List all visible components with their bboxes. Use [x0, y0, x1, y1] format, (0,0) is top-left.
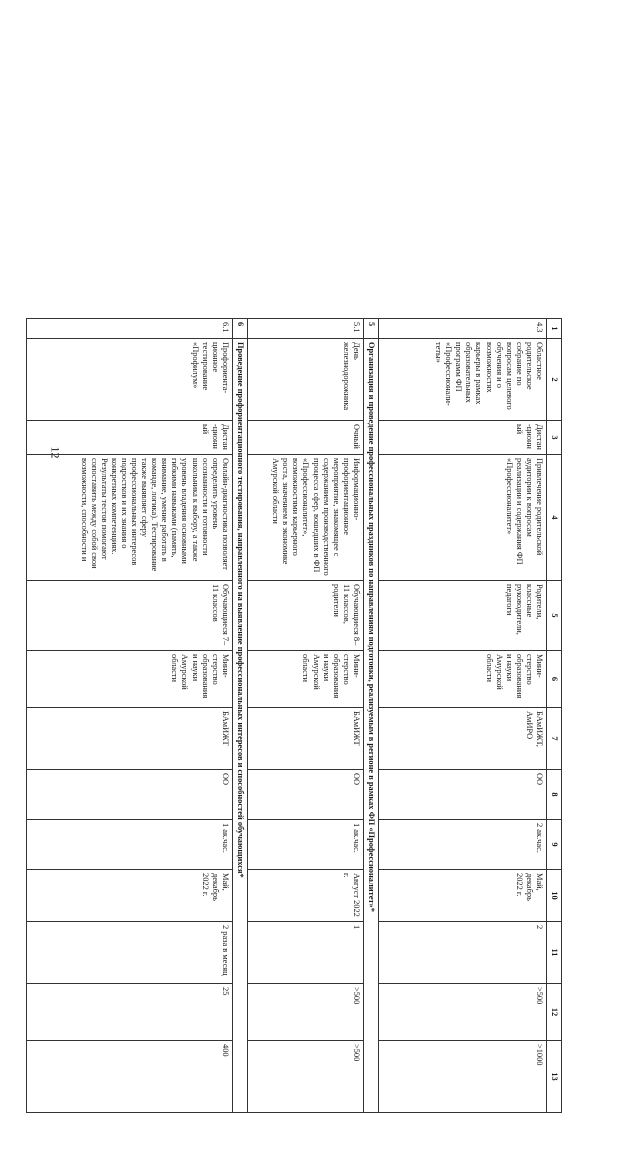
table-cell: Май, декабрь 2022 г. [26, 870, 232, 922]
header-cell: 4 [546, 455, 561, 581]
table-row [247, 319, 363, 1113]
table-cell: 1 [247, 922, 363, 984]
table-cell: 25 [26, 984, 232, 1041]
table-cell: День железнодорожника [247, 339, 363, 421]
table-cell: Дистан-ционный [26, 421, 232, 455]
table-cell: >500 [247, 984, 363, 1041]
table-cell: ОО [378, 770, 546, 820]
table-cell: ОО [247, 770, 363, 820]
section-number: 6 [232, 319, 247, 339]
table-cell: Информационно-профориентационное мероприятие, знакомящее с содержанием производственного процесса сфер, вошедших в ФП «Профессионалитет», возможностями карьерного роста, значением в экономике Амурской области [247, 455, 363, 581]
section-title: Организация и проведение профессиональных праздников по направлениям подготовки, реализуемым в регионе в рамках ФП «Профессионалитет»* [363, 339, 378, 1113]
table-cell: 2 ак.час. [378, 820, 546, 870]
table-cell: Обучающиеся 7–11 классов [26, 581, 232, 651]
table-cell: 2 раза в месяц [26, 922, 232, 984]
table-cell: 1 ак.час. [26, 820, 232, 870]
header-cell: 13 [546, 1041, 561, 1113]
table-cell: 1 ак.час. [247, 820, 363, 870]
table-cell: Август 2022 г. [247, 870, 363, 922]
header-cell: 12 [546, 984, 561, 1041]
table-cell: 6.1 [26, 319, 232, 339]
header-cell: 1 [546, 319, 561, 339]
header-cell: 8 [546, 770, 561, 820]
table-row [378, 319, 546, 1113]
table-cell: Родители, классные руководители, педагоги [378, 581, 546, 651]
table-cell: БАмИЖТ, АмИРО [378, 708, 546, 770]
section-title: Проведение профориентационного тестирования, направленного на выявление профессиональных интересов и способностей обучающихся* [232, 339, 247, 1113]
table-body [26, 319, 561, 1113]
section-row [232, 319, 247, 1113]
table-cell: Областное родительское собрание по вопросам целевого обучения и о возможностях карьеры в рамках образовательных программ ФП «Профессионали-теты» [378, 339, 546, 421]
table-cell: Мини-стерство образования и науки Амурской области [26, 651, 232, 708]
table-cell: >500 [247, 1041, 363, 1113]
table-cell: Мини-стерство образования и науки Амурской области [247, 651, 363, 708]
table-cell: Онлайн-диагностика позволяет определить уровень осознанности и готовности школьника к выбору, а также уровень владения основными гибкими навыками (память, внимание, умение работать в команде, логика). Тестирование также выявляет сферу профессиональных интересов подростков и их знания о конкретных компетенциях. Результаты тестов помогают сопоставить между собой свои возможности, способности и [26, 455, 232, 581]
table-cell: Профориента-ционное тестирование «Профилум» [26, 339, 232, 421]
table-cell: Очный [247, 421, 363, 455]
table-cell: ОО [26, 770, 232, 820]
table-cell: Мини-стерство образования и науки Амурской области [378, 651, 546, 708]
header-cell: 11 [546, 922, 561, 984]
table-cell: 2 [378, 922, 546, 984]
header-cell: 6 [546, 651, 561, 708]
table-cell: БАмИЖТ [26, 708, 232, 770]
page-number: 12 [48, 446, 63, 459]
header-cell: 2 [546, 339, 561, 421]
table-cell: Май, декабрь 2022 г. [378, 870, 546, 922]
table-cell: 400 [26, 1041, 232, 1113]
table-cell: БАмИЖТ [247, 708, 363, 770]
table-cell: Привлечение родительской аудитории к вопросам реализации и содержания ФП «Профессионалитет» [378, 455, 546, 581]
plan-table [26, 318, 562, 1113]
table-cell: >500 [378, 984, 546, 1041]
section-number: 5 [363, 319, 378, 339]
header-cell: 9 [546, 820, 561, 870]
header-cell: 10 [546, 870, 561, 922]
table-cell: 5.1 [247, 319, 363, 339]
header-row [546, 319, 561, 1113]
table-cell: >1000 [378, 1041, 546, 1113]
section-row [363, 319, 378, 1113]
header-cell: 5 [546, 581, 561, 651]
header-cell: 7 [546, 708, 561, 770]
rotated-page [64, 290, 604, 1166]
table-cell: Обучающиеся 8–11 классов, родители [247, 581, 363, 651]
header-cell: 3 [546, 421, 561, 455]
table-row [26, 319, 232, 1113]
table-cell: 4.3 [378, 319, 546, 339]
table-cell: Дистан-ционный [378, 421, 546, 455]
